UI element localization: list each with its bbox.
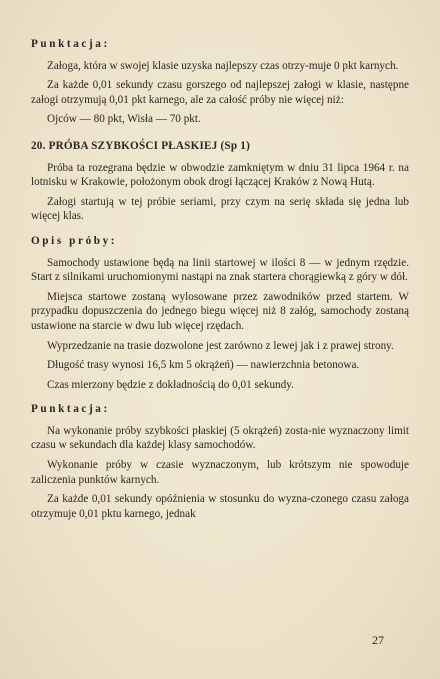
paragraph: Załogi startują w tej próbie seriami, przy czym na serię składa się jedna lub więcej klas. <box>31 195 409 223</box>
scoring-heading-a: Punktacja: <box>31 38 110 50</box>
section-title: 20. PRÓBA SZYBKOŚCI PŁASKIEJ (Sp 1) <box>31 139 250 152</box>
page-content <box>31 37 409 526</box>
paragraph: Wyprzedzanie na trasie dozwolone jest zarówno z lewej jak i z prawej strony. <box>47 339 394 352</box>
paragraph: Samochody ustawione będą na linii startowej w ilości 8 — w jednym rzędzie. Start z silnikami uruchomionymi nastąpi na znak startera chorągiewką z góry w dół. <box>31 256 409 284</box>
scoring-heading-b: Punktacja: <box>31 403 110 416</box>
page-number: 27 <box>372 633 384 647</box>
description-heading: Opis próby: <box>31 234 118 247</box>
paragraph: Wykonanie próby w czasie wyznaczonym, lub krótszym nie spowoduje zaliczenia punktów karnych. <box>31 459 409 486</box>
paragraph: Czas mierzony będzie z dokładnością do 0,01 sekundy. <box>47 378 294 391</box>
paragraph: Długość trasy wynosi 16,5 km 5 okrążeń) — nawierzchnia betonowa. <box>47 359 360 372</box>
paragraph: Miejsca startowe zostaną wylosowane przez zawodników przed startem. W przypadku dopuszczenia do jednego biegu więcej niż 8 załóg, samochody zostaną ustawione na starcie w dwu lub więcej rzędach. <box>31 290 409 332</box>
paragraph: Za każde 0,01 sekundy opóźnienia w stosunku do wyzna-czonego czasu załoga otrzymuje 0,01 pktu karnego, jednak <box>31 493 409 520</box>
paragraph: Ojców — 80 pkt, Wisła — 70 pkt. <box>47 113 201 126</box>
paragraph: Za każde 0,01 sekundy czasu gorszego od najlepszej załogi w klasie, następne załogi otrzymują 0,01 pkt karnego, ale za całość próby nie więcej niż: <box>31 79 409 106</box>
paragraph: Na wykonanie próby szybkości płaskiej (5 okrążeń) zosta-nie wyznaczony limit czasu w sekundach dla każdej klasy samochodów. <box>31 424 409 452</box>
paragraph: Próba ta rozegrana będzie w obwodzie zamkniętym w dniu 31 lipca 1964 r. na lotnisku w Krakowie, położonym obok drogi łączącej Kraków z Nową Hutą. <box>31 161 409 189</box>
paragraph: Załoga, która w swojej klasie uzyska najlepszy czas otrzy-muje 0 pkt karnych. <box>47 59 399 72</box>
